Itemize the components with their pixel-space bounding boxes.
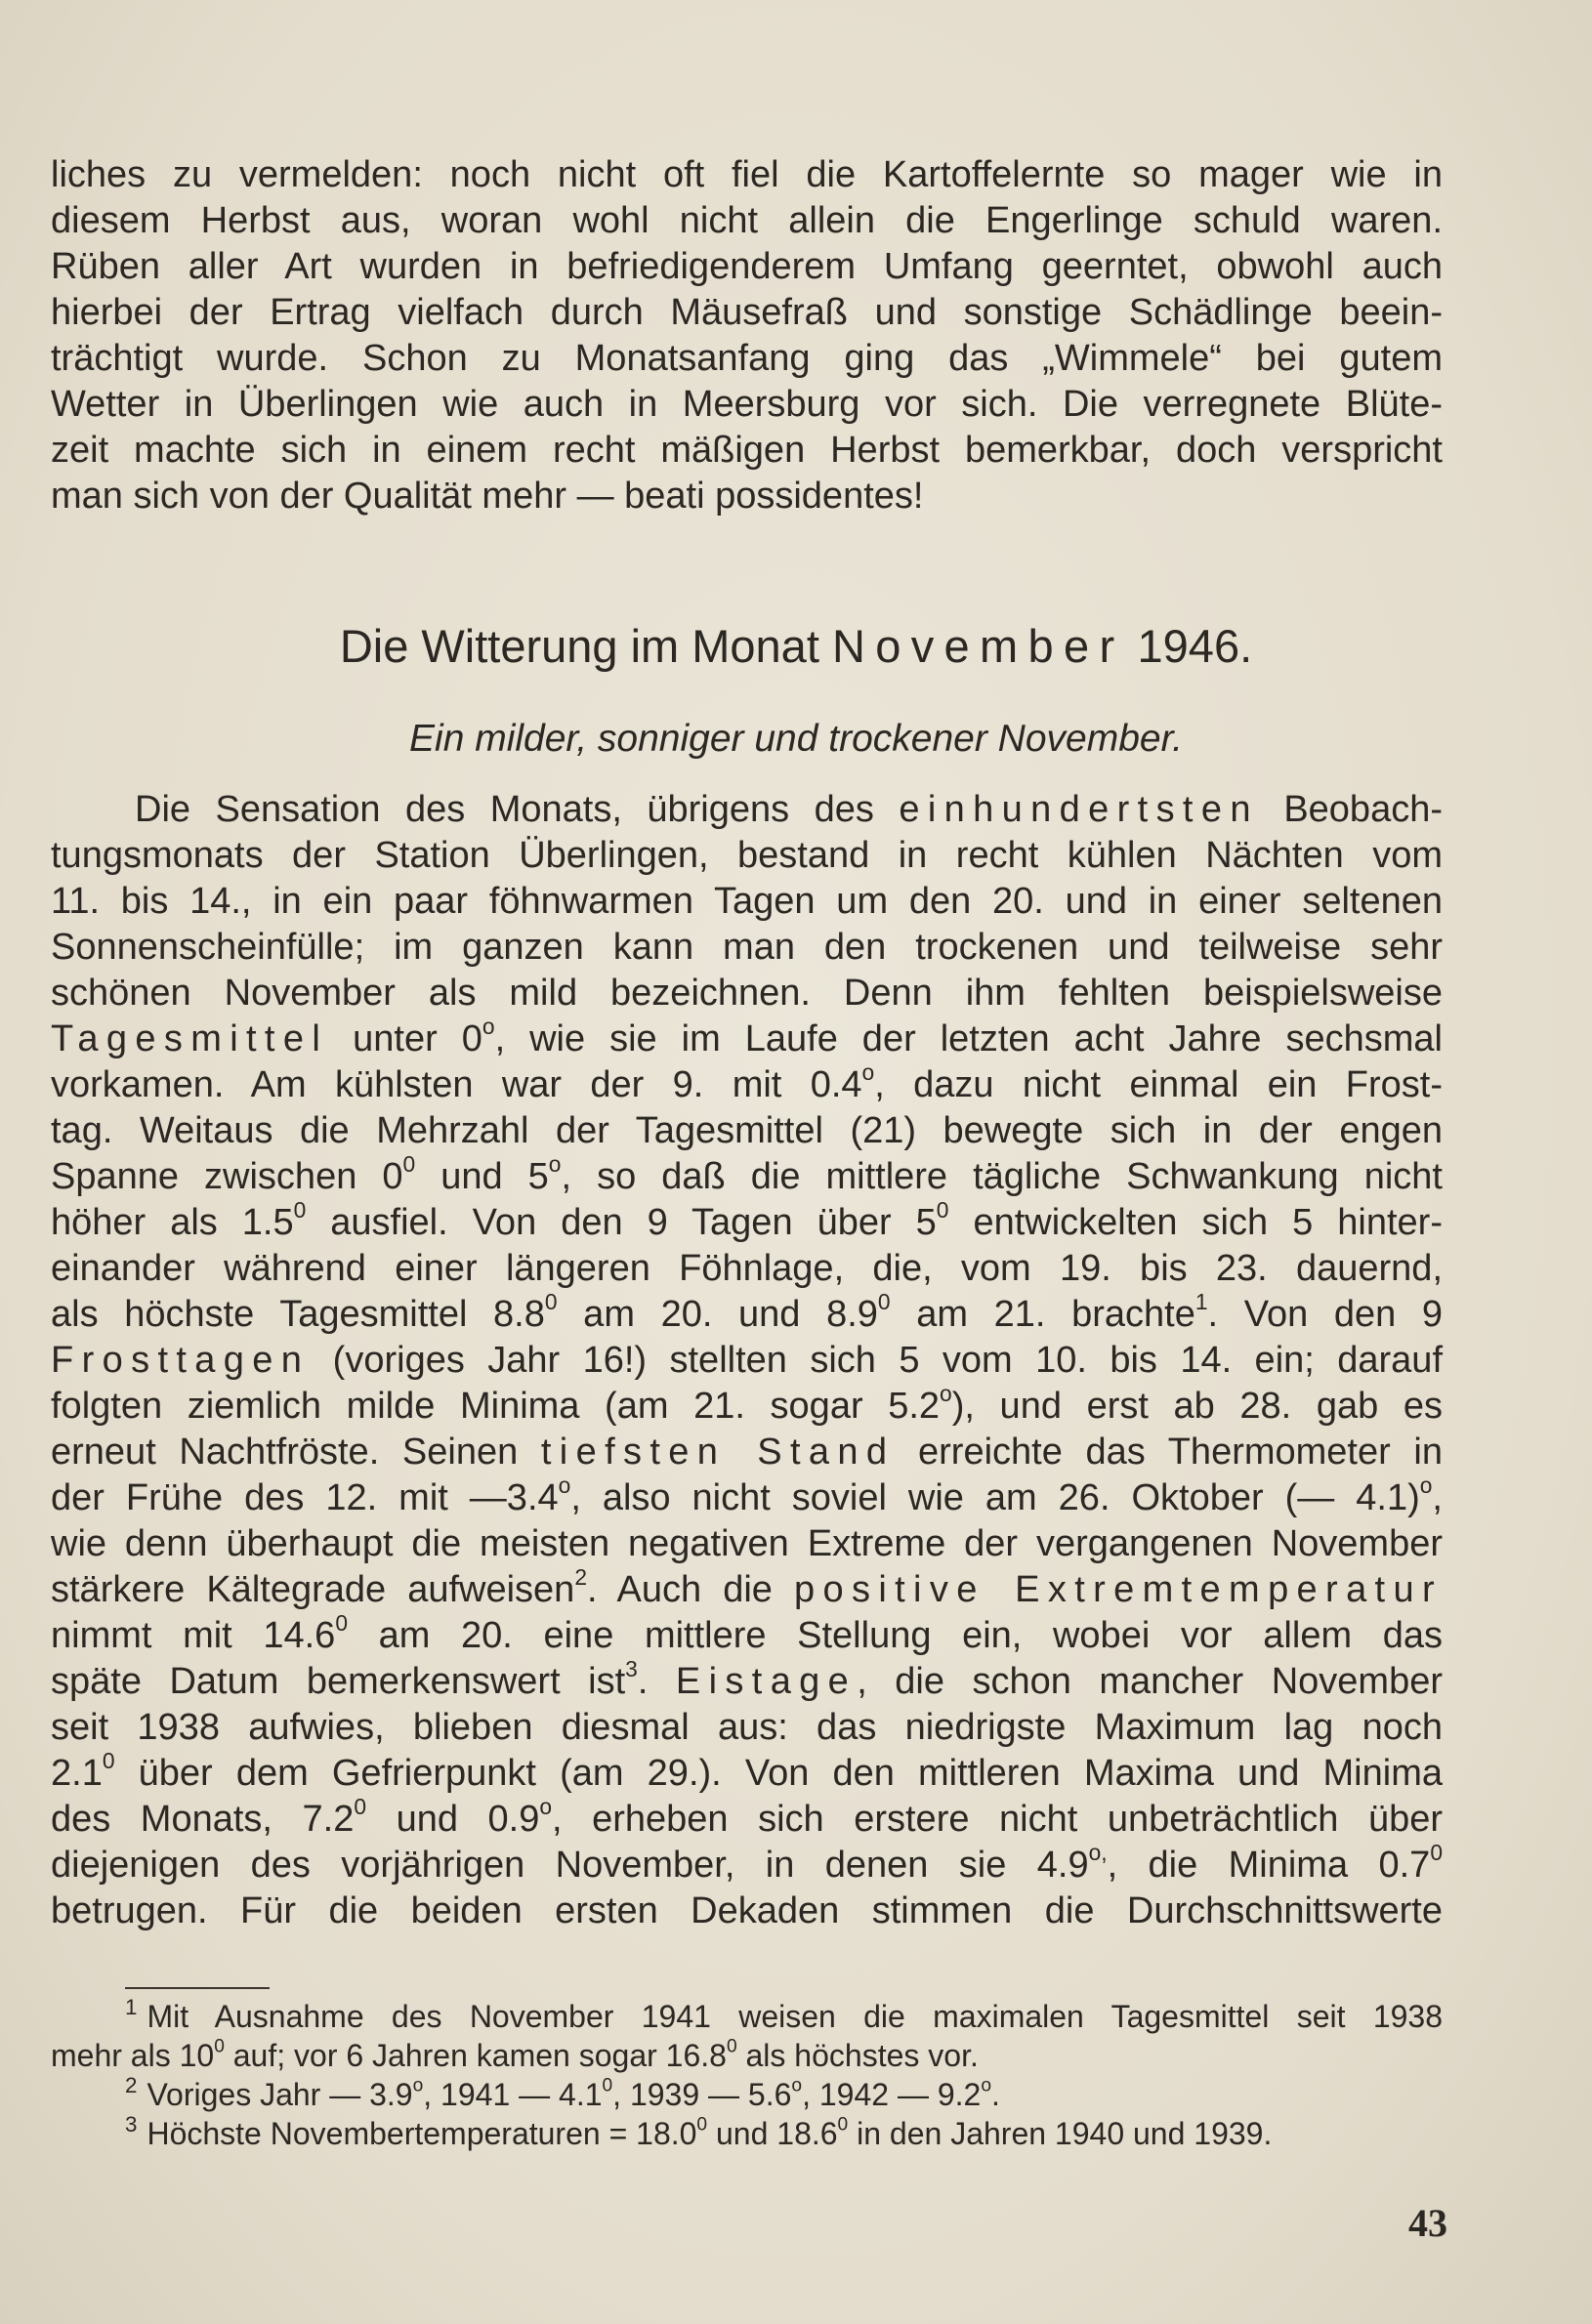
text-line: Rüben aller Art wurden in befriedigenderem Umfang geerntet, obwohl auch — [51, 246, 1443, 287]
footnote-3: $^3$ Höchste Novembertemperaturen = $18.0^0$ und 18.6$^0$ in den Jahren 1940 und 1939. — [125, 2111, 1273, 2151]
text-line: tungsmonats der Station Überlingen, bestand in recht kühlen Nächten vom — [51, 835, 1443, 876]
text-line: erneut Nachtfröste. Seinen tiefsten Stand erreichte das Thermometer in — [51, 1432, 1443, 1473]
text-line: diejenigen des vorjährigen November, in denen sie $4.9^{o,}$, die Minima $0.7^0$ — [51, 1839, 1443, 1886]
section-subtitle: Ein milder, sonniger und trockener November. — [409, 718, 1183, 760]
text-line: trächtigt wurde. Schon zu Monatsanfang ging das „Wimmele“ bei gutem — [51, 338, 1443, 379]
footnote-ref: 2 — [574, 1563, 587, 1590]
text-line: tag. Weitaus die Mehrzahl der Tagesmittel (21) bewegte sich in der engen — [51, 1110, 1443, 1151]
text-line: $2.1^0$ über dem Gefrierpunkt (am 29.). Von den mittleren Maxima und Minima — [51, 1747, 1443, 1794]
text-line: zeit machte sich in einem recht mäßigen Herbst bemerkbar, doch verspricht — [51, 430, 1443, 471]
text-line: diesem Herbst aus, woran wohl nicht allein die Engerlinge schuld waren. — [51, 200, 1443, 241]
section-heading — [0, 617, 1592, 676]
text-line: stärkere Kältegrade aufweisen$^2$. Auch die positive Extremtemperatur — [51, 1563, 1443, 1610]
text-line: liches zu vermelden: noch nicht oft fiel die Kartoffelernte so mager wie in — [51, 154, 1443, 195]
text-line: des Monats, $7.2^0$ und 0.9$^o$, erheben sich erstere nicht unbeträchtlich über — [51, 1793, 1443, 1840]
footnote-1-cont: mehr als $10^0$ auf; vor 6 Jahren kamen sogar 16.8$^0$ als höchstes vor. — [51, 2036, 979, 2073]
text-line: Tagesmittel unter 0$^o$, wie sie im Laufe der letzten acht Jahre sechsmal — [51, 1013, 1443, 1059]
text-line: folgten ziemlich milde Minima (am 21. sogar 5.2$^o$), und erst ab 28. gab es — [51, 1380, 1443, 1427]
text-line: als höchste Tagesmittel $8.8^0$ am 20. und $8.9^0$ am 21. brachte$^1$. Von den 9 — [51, 1288, 1443, 1335]
text-line: 11. bis 14., in ein paar föhnwarmen Tagen um den 20. und in einer seltenen — [51, 881, 1443, 922]
text-line: höher als $1.5^0$ ausfiel. Von den 9 Tagen über $5^0$ entwickelten sich 5 hinter- — [51, 1196, 1443, 1243]
text-line: wie denn überhaupt die meisten negativen Extreme der vergangenen November — [51, 1523, 1443, 1564]
footnote-1: $^1$ Mit Ausnahme des November 1941 weisen die maximalen Tagesmittel seit 1938 — [125, 1994, 1443, 2034]
text-line: Frosttagen (voriges Jahr 16!) stellten sich 5 vom 10. bis 14. ein; darauf — [51, 1340, 1443, 1381]
footnote-ref: 1 — [1194, 1288, 1208, 1314]
heading-text: Die Witterung im Monat — [339, 620, 832, 672]
text-line: schönen November als mild bezeichnen. Denn ihm fehlten beispielsweise — [51, 973, 1443, 1014]
footnote-ref: 3 — [625, 1655, 638, 1681]
text-line: Wetter in Überlingen wie auch in Meersburg vor sich. Die verregnete Blüte- — [51, 384, 1443, 425]
text-line: Spanne zwischen $0^0$ und 5$^o$, so daß die mittlere tägliche Schwankung nicht — [51, 1150, 1443, 1197]
heading-spaced-word: November — [831, 620, 1125, 672]
text-line: Die Sensation des Monats, übrigens des einhundertsten Beobach- — [135, 789, 1443, 830]
text-line: seit 1938 aufwies, blieben diesmal aus: das niedrigste Maximum lag noch — [51, 1707, 1443, 1748]
text-line: nimmt mit 14.6$^0$ am 20. eine mittlere Stellung ein, wobei vor allem das — [51, 1609, 1443, 1656]
top-paragraph — [51, 152, 1443, 519]
heading-year: 1946. — [1124, 620, 1253, 672]
text-line: der Frühe des 12. mit —3.4$^o$, also nicht soviel wie am 26. Oktober (— 4.1)$^o$, — [51, 1472, 1443, 1518]
main-paragraph — [51, 787, 1443, 1934]
text-line: man sich von der Qualität mehr — beati possidentes! — [51, 476, 924, 517]
text-line: einander während einer längeren Föhnlage, die, vom 19. bis 23. dauernd, — [51, 1248, 1443, 1289]
text-line: späte Datum bemerkenswert ist$^3$. Eistage, die schon mancher November — [51, 1655, 1443, 1702]
text-line: hierbei der Ertrag vielfach durch Mäusefraß und sonstige Schädlinge beein- — [51, 292, 1443, 333]
text-line: betrugen. Für die beiden ersten Dekaden stimmen die Durchschnittswerte — [51, 1890, 1443, 1931]
page-number: 43 — [1408, 2201, 1447, 2245]
text-line: Sonnenscheinfülle; im ganzen kann man den trockenen und teilweise sehr — [51, 927, 1443, 968]
text-line: vorkamen. Am kühlsten war der 9. mit 0.4$^o$, dazu nicht einmal ein Frost- — [51, 1058, 1443, 1105]
footnote-2: $^2$ Voriges Jahr — 3.9$^o$, 1941 — $4.1^0$, 1939 — 5.6$^o$, 1942 — 9.2$^o$. — [125, 2072, 1000, 2112]
footnote-divider — [125, 1987, 270, 1989]
